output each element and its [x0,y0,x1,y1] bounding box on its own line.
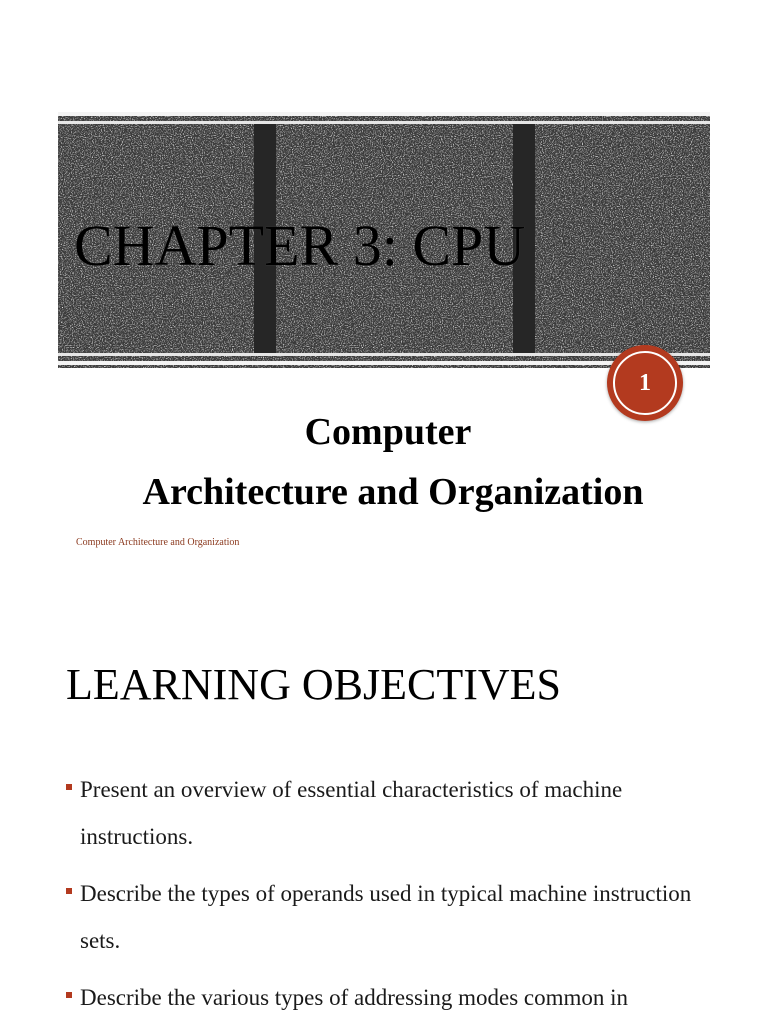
bullet-text: Describe the types of operands used in typical machine instruction sets. [80,881,692,953]
slide-footer: Computer Architecture and Organization [76,537,240,548]
bullet-text: Describe the various types of addressing modes common in [80,985,629,1010]
objectives-list [66,766,706,1024]
subtitle-line-2: Architecture and Organization [142,471,644,513]
learning-objectives-heading: LEARNING OBJECTIVES [66,660,561,709]
bullet-text: Present an overview of essential characteristics of machine instructions. [80,777,623,849]
bullet-square-icon [66,992,72,998]
list-item [66,870,706,964]
chapter-title: CHAPTER 3: CPU [74,213,526,278]
bullet-square-icon [66,888,72,894]
subtitle-line-1: Computer [304,411,472,453]
bullet-square-icon [66,784,72,790]
list-item [66,974,706,1021]
list-item [66,766,706,860]
slide-number: 1 [639,370,651,396]
